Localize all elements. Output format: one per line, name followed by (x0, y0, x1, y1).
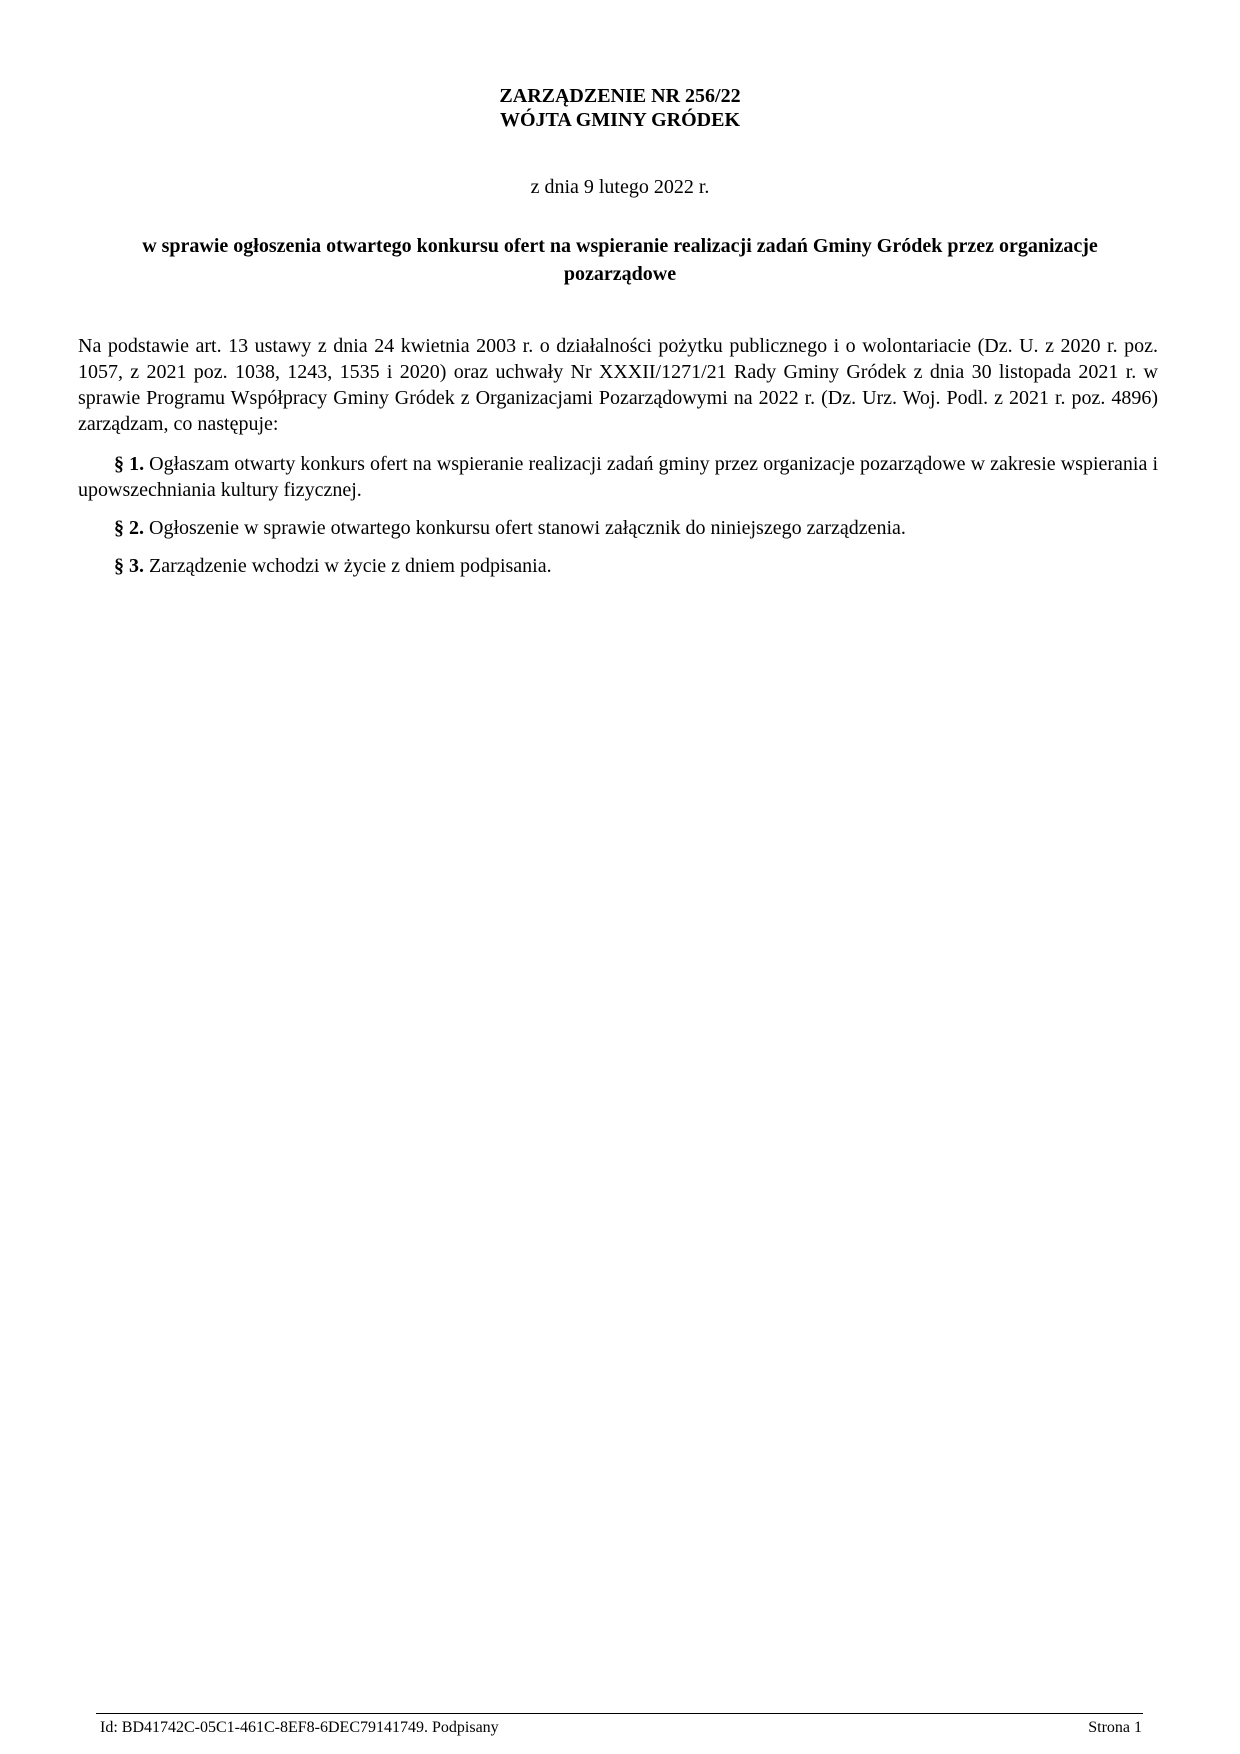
section-text: Ogłaszam otwarty konkurs ofert na wspieranie realizacji zadań gminy przez organizacje pozarządowe w zakresie wspierania i upowszechniania kultury fizycznej. (78, 453, 1159, 501)
section-number: § 2. (114, 517, 144, 539)
section-text: Zarządzenie wchodzi w życie z dniem podpisania. (144, 555, 552, 577)
document-title (0, 84, 1240, 132)
footer-divider (96, 1713, 1143, 1714)
section-paragraph-2 (78, 515, 1158, 541)
section-text: Ogłoszenie w sprawie otwartego konkursu ofert stanowi załącznik do niniejszego zarządzenia. (144, 517, 906, 539)
title-line-issuer: WÓJTA GMINY GRÓDEK (499, 109, 740, 131)
document-subject: w sprawie ogłoszenia otwartego konkursu ofert na wspieranie realizacji zadań Gminy Gródek przez organizacje pozarządowe (142, 235, 1098, 285)
document-date: z dnia 9 lutego 2022 r. (530, 176, 710, 198)
title-line-ordinance: ZARZĄDZENIE NR 256/22 (499, 85, 741, 107)
section-number: § 3. (114, 555, 144, 577)
preamble-paragraph: Na podstawie art. 13 ustawy z dnia 24 kwietnia 2003 r. o działalności pożytku publicznego i o wolontariacie (Dz. U. z 2020 r. poz. 1057, z 2021 poz. 1038, 1243, 1535 i 2020) oraz uchwały Nr XXXII/1271/21 Rady Gminy Gródek z dnia 30 listopada 2021 r. w sprawie Programu Współpracy Gminy Gródek z Organizacjami Pozarządowymi na 2022 r. (Dz. Urz. Woj. Podl. z 2021 r. poz. 4896) zarządzam, co następuje: (78, 335, 1158, 435)
section-paragraph-3 (78, 553, 1158, 579)
footer-document-id: Id: BD41742C-05C1-461C-8EF8-6DEC79141749. Podpisany (100, 1719, 499, 1736)
section-paragraph-1 (78, 451, 1158, 503)
section-number: § 1. (114, 453, 145, 475)
footer-page-number: Strona 1 (1088, 1719, 1142, 1736)
